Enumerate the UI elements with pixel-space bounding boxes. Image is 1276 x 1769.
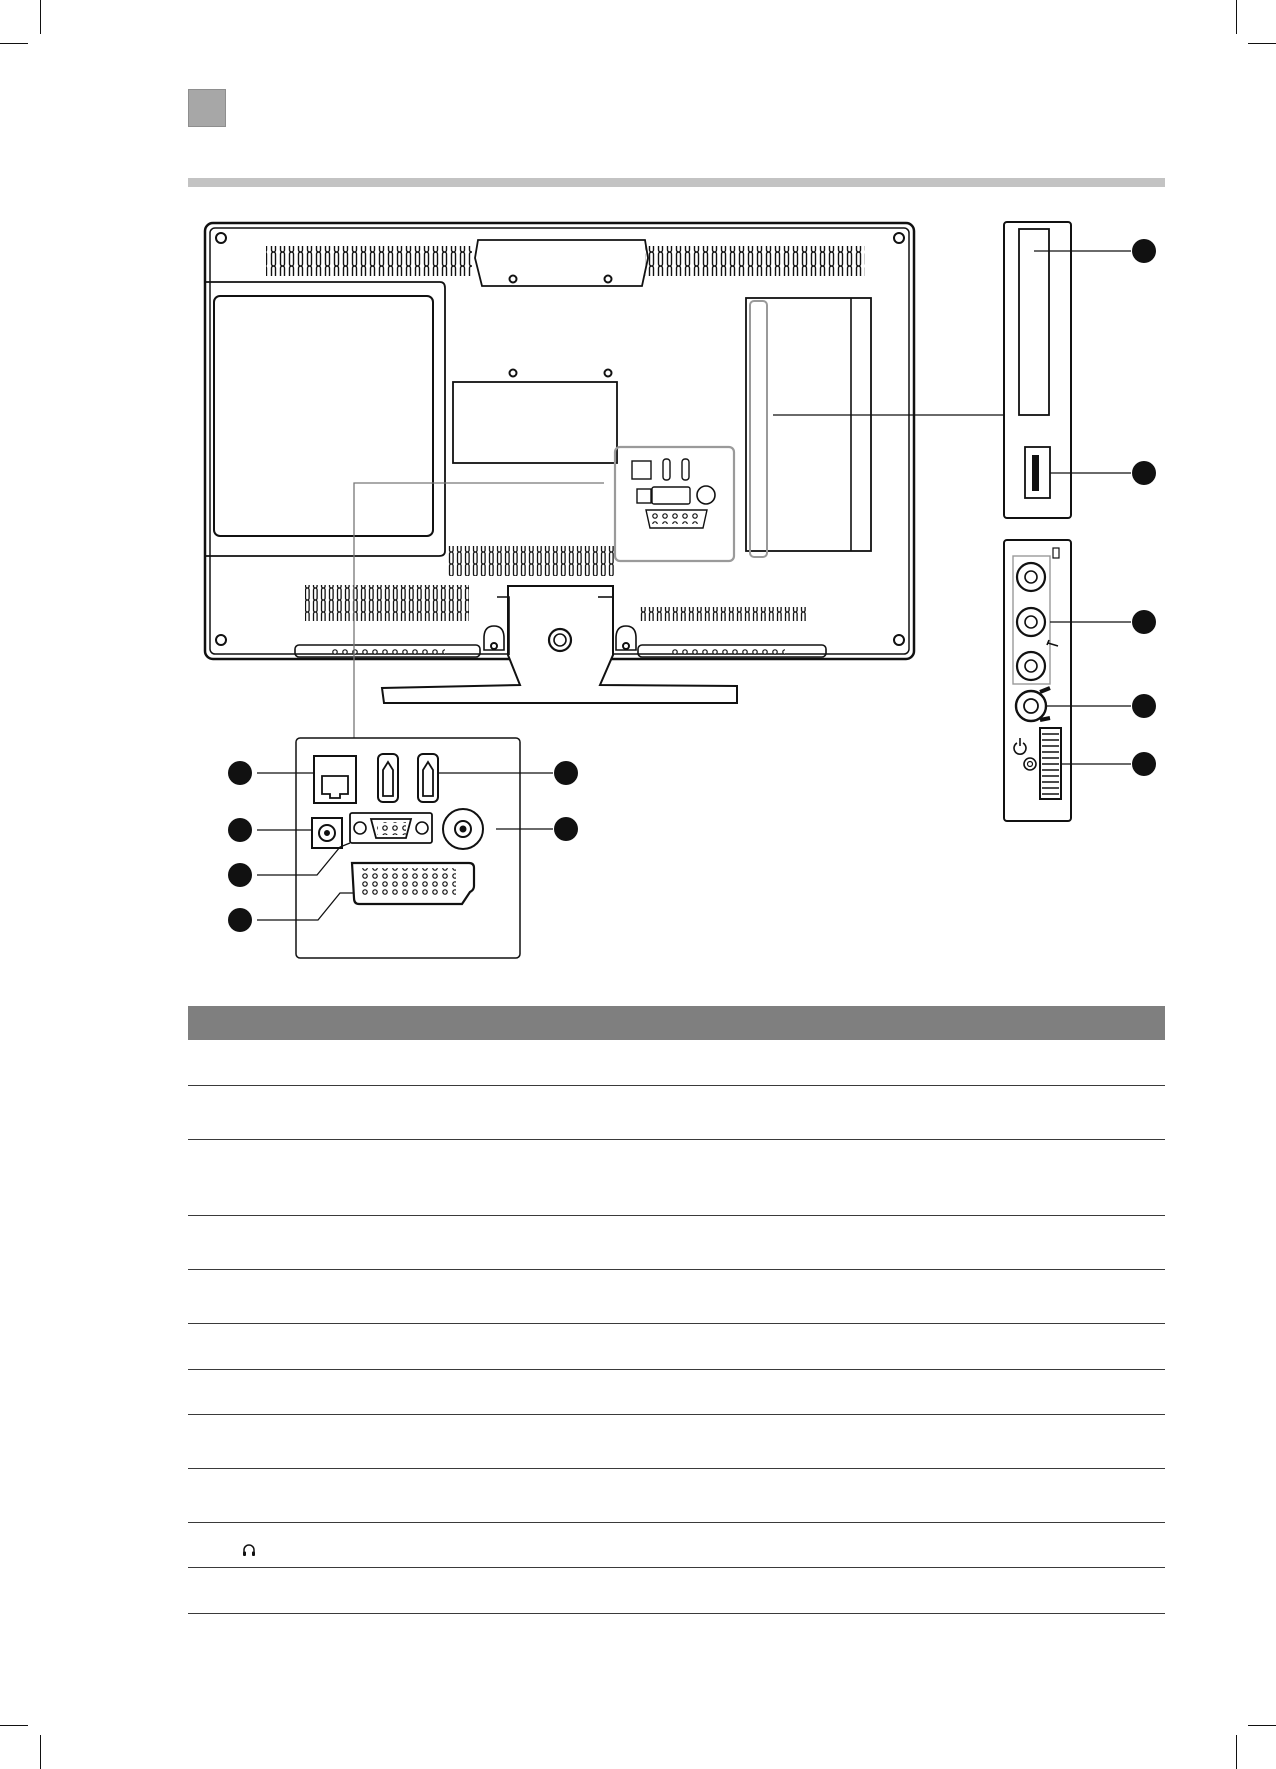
side-callout-markers (1132, 239, 1156, 776)
table-row (188, 1324, 1165, 1370)
headphone-icon (242, 1543, 256, 1557)
table-row (188, 1086, 1165, 1140)
tv-rear-view (205, 223, 914, 703)
zoom-callouts (257, 773, 553, 920)
table-row (188, 1216, 1165, 1270)
table-row (188, 1568, 1165, 1614)
table-row (188, 1140, 1165, 1216)
crop-mark (0, 1725, 28, 1726)
crop-mark (1236, 1735, 1237, 1769)
connection-panel-zoom (296, 738, 520, 958)
table-row (188, 1415, 1165, 1469)
table-row (188, 1040, 1165, 1086)
table-row (188, 1523, 1165, 1568)
side-callouts (773, 251, 1131, 764)
crop-mark (40, 1735, 41, 1769)
table-row (188, 1469, 1165, 1523)
table-row (188, 1270, 1165, 1324)
tv-side-view (1004, 222, 1071, 821)
callout-markers (228, 761, 578, 932)
table-row (188, 1370, 1165, 1415)
table-header (188, 1006, 1165, 1040)
crop-mark (1248, 1725, 1276, 1726)
